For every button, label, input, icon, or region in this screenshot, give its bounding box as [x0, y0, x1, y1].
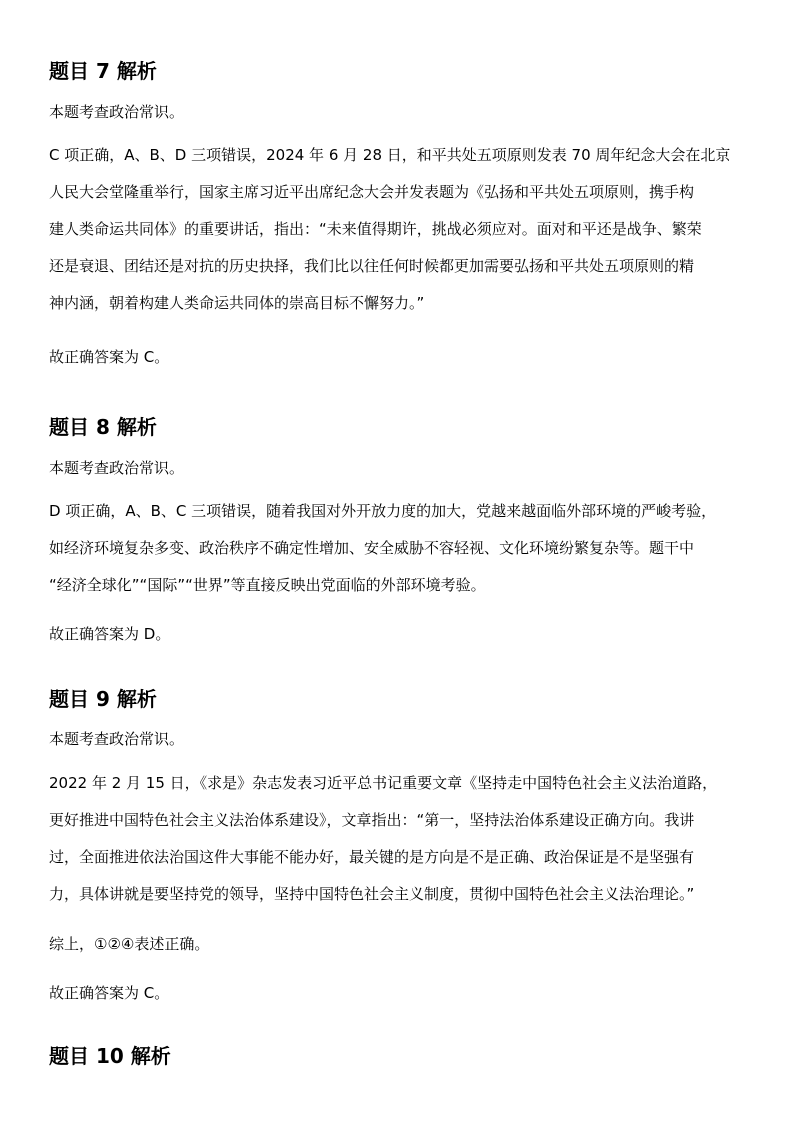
- paragraph-line: 力，具体讲就是要坚持党的领导，坚持中国特色社会主义制度，贯彻中国特色社会主义法治理论。”: [49, 885, 695, 903]
- paragraph-line: C 项正确，A、B、D 三项错误，2024 年 6 月 28 日，和平共处五项原则发表 70 周年纪念大会在北京: [49, 146, 731, 164]
- paragraph-line: “经济全球化”“国际”“世界”等直接反映出党面临的外部环境考验。: [49, 576, 486, 594]
- paragraph-line: 人民大会堂隆重举行，国家主席习近平出席纪念大会并发表题为《弘扬和平共处五项原则，携手构: [49, 183, 695, 201]
- paragraph-line: 综上，①②④表述正确。: [49, 935, 210, 953]
- paragraph-line: 故正确答案为 C。: [49, 984, 170, 1002]
- paragraph-line: 更好推进中国特色社会主义法治体系建设》，文章指出：“第一，坚持法治体系建设正确方向。我讲: [49, 811, 695, 829]
- paragraph-line: 建人类命运共同体》的重要讲话，指出：“未来值得期许，挑战必须应对。面对和平还是战争、繁荣: [49, 220, 702, 238]
- paragraph-line: 还是衰退、团结还是对抗的历史抉择，我们比以往任何时候都更加需要弘扬和平共处五项原则的精: [49, 257, 695, 275]
- paragraph-line: 神内涵，朝着构建人类命运共同体的崇高目标不懈努力。”: [49, 294, 425, 312]
- paragraph-line: 本题考查政治常识。: [49, 730, 185, 748]
- paragraph-line: 故正确答案为 C。: [49, 348, 170, 366]
- section-heading: 题目 7 解析: [49, 59, 157, 83]
- paragraph-line: 2022 年 2 月 15 日，《求是》杂志发表习近平总书记重要文章《坚持走中国特色社会主义法治道路，: [49, 774, 718, 792]
- section-heading: 题目 9 解析: [49, 687, 157, 711]
- paragraph-line: 过，全面推进依法治国这件大事能不能办好，最关键的是方向是不是正确、政治保证是不是坚强有: [49, 848, 695, 866]
- section-heading: 题目 8 解析: [49, 415, 157, 439]
- paragraph-line: 本题考查政治常识。: [49, 459, 185, 477]
- paragraph-line: D 项正确，A、B、C 三项错误，随着我国对外开放力度的加大，党越来越面临外部环境的严峻考验，: [49, 502, 717, 520]
- section-heading: 题目 10 解析: [49, 1044, 171, 1068]
- paragraph-line: 如经济环境复杂多变、政治秩序不确定性增加、安全威胁不容轻视、文化环境纷繁复杂等。题干中: [49, 539, 695, 557]
- paragraph-line: 故正确答案为 D。: [49, 625, 171, 643]
- paragraph-line: 本题考查政治常识。: [49, 103, 185, 121]
